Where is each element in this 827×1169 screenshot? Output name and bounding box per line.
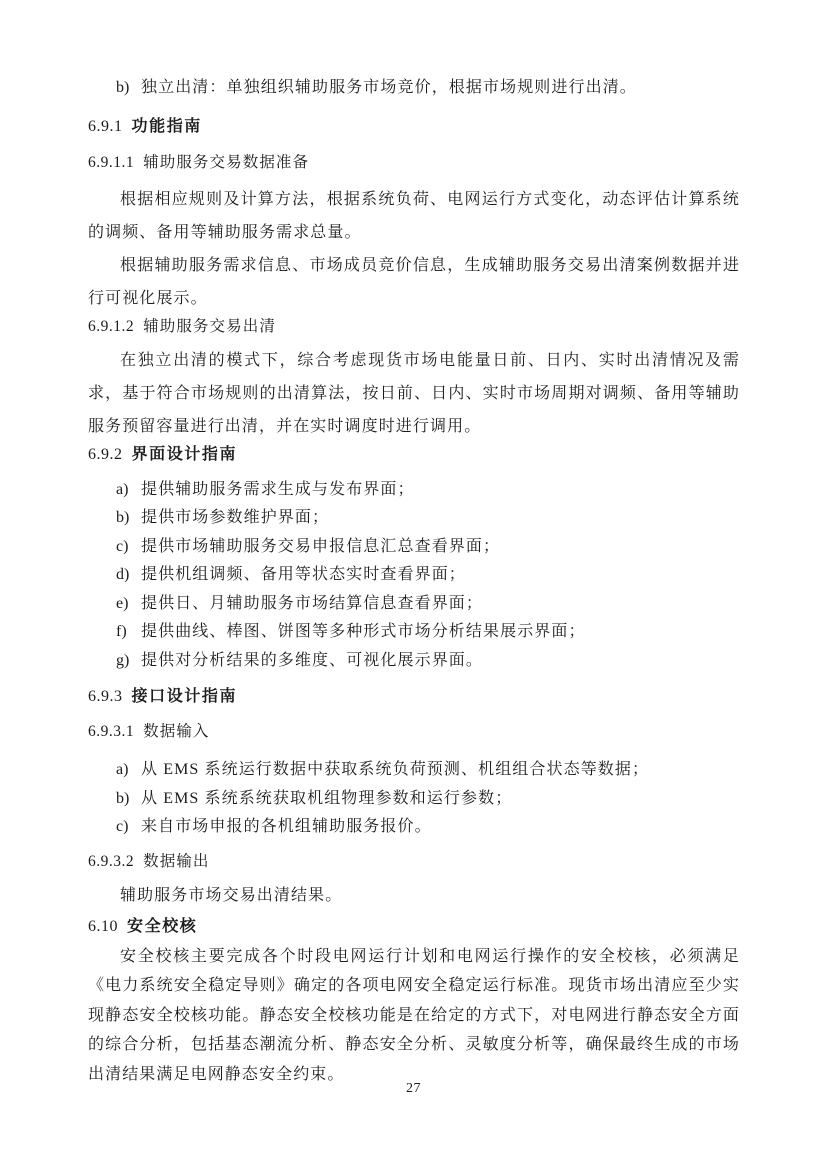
list-item [88, 74, 740, 103]
heading-title: 功能指南 [131, 117, 202, 135]
list-item [88, 590, 740, 619]
ui-requirements-list [88, 476, 740, 676]
list-marker: b) [116, 509, 130, 526]
heading-6-9-1-2 [88, 315, 740, 339]
heading-number: 6.9.1 [88, 117, 123, 135]
list-marker: a) [116, 480, 129, 498]
list-marker: d) [116, 566, 130, 583]
list-item [88, 647, 740, 676]
paragraph: 根据相应规则及计算方法，根据系统负荷、电网运行方式变化，动态评估计算系统的调频、备用等辅助服务需求总量。 [88, 190, 740, 241]
page-number: 27 [406, 1081, 421, 1096]
heading-6-9-3 [88, 685, 740, 709]
heading-6-9-2 [88, 443, 740, 467]
list-item [88, 533, 740, 562]
heading-title: 界面设计指南 [131, 445, 238, 463]
heading-number: 6.9.3.1 [88, 723, 135, 740]
heading-number: 6.9.1.1 [88, 153, 135, 171]
list-marker: a) [116, 761, 129, 778]
heading-number: 6.9.3 [88, 688, 123, 705]
list-item-text: 提供机组调频、备用等状态实时查看界面； [141, 566, 466, 583]
heading-title: 辅助服务交易数据准备 [143, 153, 310, 171]
heading-title: 接口设计指南 [131, 688, 238, 705]
heading-number: 6.10 [88, 917, 118, 935]
heading-title: 安全校核 [127, 917, 198, 935]
heading-title: 辅助服务交易出清 [143, 317, 276, 335]
list-item-text: 来自市场申报的各机组辅助服务报价。 [141, 818, 432, 835]
paragraph: 辅助服务市场交易出清结果。 [120, 886, 343, 904]
data-input-list [88, 756, 740, 842]
list-marker: c) [116, 537, 129, 555]
heading-number: 6.9.1.2 [88, 317, 135, 335]
list-item-text: 提供市场辅助服务交易申报信息汇总查看界面； [141, 537, 501, 555]
list-item-text: 提供曲线、棒图、饼图等多种形式市场分析结果展示界面； [141, 623, 586, 640]
heading-6-9-1-1 [88, 151, 740, 175]
paragraph: 根据辅助服务需求信息、市场成员竞价信息，生成辅助服务交易出清案例数据并进行可视化展示。 [88, 256, 740, 307]
list-item [88, 813, 740, 842]
page-content [88, 74, 740, 1089]
list-item [88, 618, 740, 647]
list-item-text: 从 EMS 系统运行数据中获取系统负荷预测、机组组合状态等数据； [141, 761, 650, 778]
list-item [88, 756, 740, 785]
heading-number: 6.9.2 [88, 445, 123, 463]
list-marker: f) [116, 623, 127, 640]
list-marker: g) [116, 651, 130, 669]
list-marker: b) [116, 79, 130, 96]
list-item [88, 476, 740, 505]
list-item-text: 独立出清：单独组织辅助服务市场竞价，根据市场规则进行出清。 [141, 79, 637, 96]
list-item-text: 提供对分析结果的多维度、可视化展示界面。 [141, 651, 484, 669]
list-item [88, 504, 740, 533]
paragraph: 在独立出清的模式下，综合考虑现货市场电能量日前、日内、实时出清情况及需求，基于符合市场规则的出清算法，按日前、日内、实时市场周期对调频、备用等辅助服务预留容量进行出清，并在实时调度时进行调用。 [88, 351, 740, 435]
list-marker: e) [116, 594, 129, 612]
list-item-text: 从 EMS 系统系统获取机组物理参数和运行参数； [141, 789, 513, 807]
list-item-text: 提供辅助服务需求生成与发布界面； [141, 480, 415, 498]
heading-6-9-3-1 [88, 720, 740, 744]
list-item [88, 561, 740, 590]
heading-title: 数据输出 [143, 852, 210, 870]
list-marker: c) [116, 818, 129, 835]
paragraph: 安全校核主要完成各个时段电网运行计划和电网运行操作的安全校核，必须满足《电力系统安全稳定导则》确定的各项电网安全稳定运行标准。现货市场出清应至少实现静态安全校核功能。静态安全校核功能是在给定的方式下，对电网进行静态安全方面的综合分析，包括基态潮流分析、静态安全分析、灵敏度分析等，确保最终生成的市场出清结果满足电网静态安全约束。 [88, 947, 740, 1083]
list-marker: b) [116, 789, 130, 807]
list-item-text: 提供日、月辅助服务市场结算信息查看界面； [141, 594, 484, 612]
heading-6-9-3-2 [88, 850, 740, 874]
heading-6-10 [88, 915, 740, 939]
heading-number: 6.9.3.2 [88, 852, 135, 870]
list-item [88, 785, 740, 814]
heading-6-9-1 [88, 115, 740, 139]
heading-title: 数据输入 [143, 723, 210, 740]
list-item-text: 提供市场参数维护界面； [141, 509, 330, 526]
